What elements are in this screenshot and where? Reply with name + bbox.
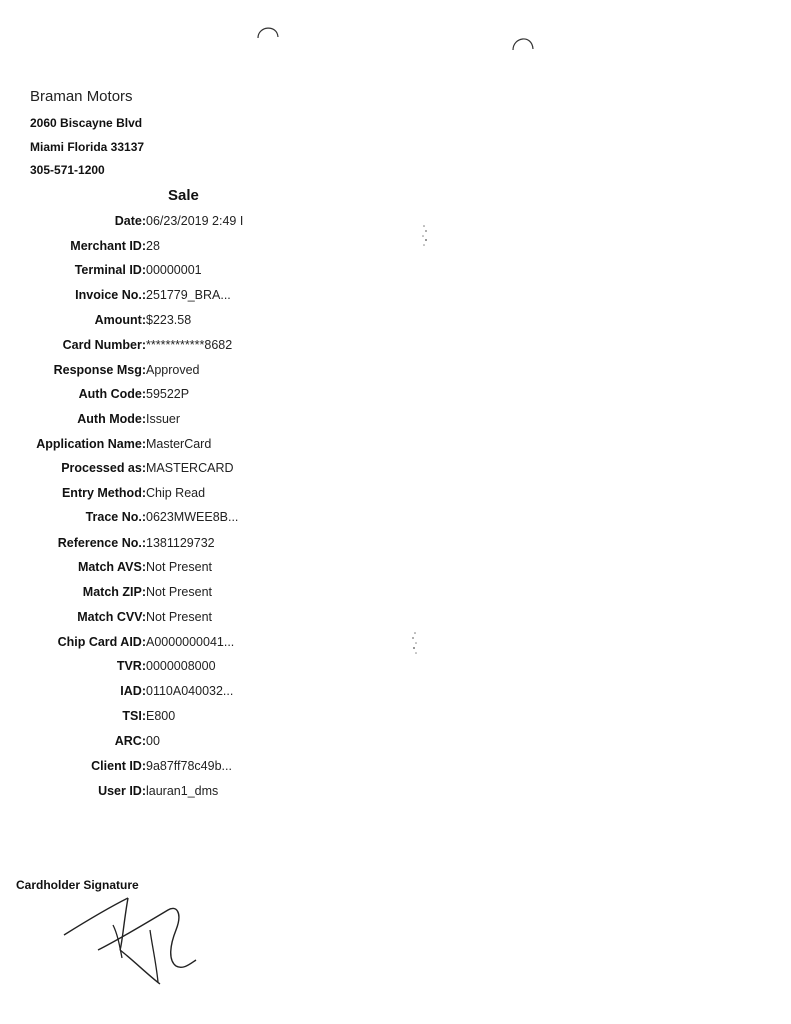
receipt-row-reference-no xyxy=(0,536,400,556)
merchant-name: Braman Motors xyxy=(30,88,133,105)
receipt-row-auth-mode xyxy=(0,412,400,432)
field-value: Chip Read xyxy=(146,486,206,500)
field-value: 1381129732 xyxy=(146,536,215,550)
field-label: Entry Method: xyxy=(61,486,146,500)
field-label: Date: xyxy=(114,214,146,228)
field-label: Match CVV: xyxy=(77,610,146,624)
field-value: Not Present xyxy=(146,585,213,599)
field-label: Merchant ID: xyxy=(70,239,146,253)
field-label: Chip Card AID: xyxy=(57,635,146,649)
field-label: TSI: xyxy=(122,709,146,723)
receipt-row-user-id xyxy=(0,784,400,804)
receipt-row-response-msg xyxy=(0,363,400,383)
field-label: Processed as: xyxy=(61,461,146,475)
field-label: Reference No.: xyxy=(57,536,146,550)
field-value: 251779_BRA... xyxy=(146,288,231,302)
receipt-row-invoice-no xyxy=(0,288,400,308)
field-label: Card Number: xyxy=(62,338,146,352)
field-value: Not Present xyxy=(146,610,213,624)
field-value: 06/23/2019 2:49 I xyxy=(146,214,244,228)
field-value: 00000001 xyxy=(146,263,202,277)
field-label: Auth Code: xyxy=(78,387,146,401)
field-value: 28 xyxy=(146,239,160,253)
merchant-city: Miami Florida 33137 xyxy=(30,140,145,154)
field-value: 59522P xyxy=(146,387,190,401)
receipt-row-client-id xyxy=(0,759,400,779)
field-value: 00 xyxy=(146,734,160,748)
field-label: Auth Mode: xyxy=(77,412,146,426)
field-value: 0110A040032... xyxy=(146,684,234,698)
scan-speckle-upper xyxy=(420,222,430,250)
field-label: User ID: xyxy=(98,784,146,798)
field-label: Amount: xyxy=(94,313,146,327)
field-value: Issuer xyxy=(146,412,181,426)
scan-speckle-lower xyxy=(410,630,420,658)
transaction-type-title: Sale xyxy=(168,187,199,204)
receipt-row-match-zip xyxy=(0,585,400,605)
field-label: Match ZIP: xyxy=(82,585,146,599)
field-label: Invoice No.: xyxy=(75,288,146,302)
cardholder-signature xyxy=(58,890,203,990)
receipt-row-match-cvv xyxy=(0,610,400,630)
receipt-row-trace-no xyxy=(0,510,400,530)
field-value: ************8682 xyxy=(146,338,233,352)
field-label: Client ID: xyxy=(91,759,146,773)
field-label: ARC: xyxy=(114,734,146,748)
receipt-row-tvr xyxy=(0,659,400,679)
receipt-row-match-avs xyxy=(0,560,400,580)
merchant-phone: 305-571-1200 xyxy=(30,163,105,177)
field-value: Approved xyxy=(146,363,200,377)
receipt-row-card-number xyxy=(0,338,400,358)
receipt-row-tsi xyxy=(0,709,400,729)
field-value: MasterCard xyxy=(146,437,212,451)
field-label: Trace No.: xyxy=(85,510,146,524)
field-value: 9a87ff78c49b... xyxy=(146,759,232,773)
receipt-row-application-name xyxy=(0,437,400,457)
receipt-row-auth-code xyxy=(0,387,400,407)
field-value: Not Present xyxy=(146,560,213,574)
field-value: 0623MWEE8B... xyxy=(146,510,239,524)
receipt-row-date xyxy=(0,214,400,234)
receipt-row-terminal-id xyxy=(0,263,400,283)
merchant-address: 2060 Biscayne Blvd xyxy=(30,116,143,130)
receipt-row-amount xyxy=(0,313,400,333)
field-value: E800 xyxy=(146,709,176,723)
receipt-row-merchant-id xyxy=(0,239,400,259)
field-value: 0000008000 xyxy=(146,659,216,673)
field-value: lauran1_dms xyxy=(146,784,219,798)
punch-hole-mark-left xyxy=(255,20,281,42)
receipt-row-entry-method xyxy=(0,486,400,506)
field-value: MASTERCARD xyxy=(146,461,234,475)
receipt-row-arc xyxy=(0,734,400,754)
field-label: TVR: xyxy=(116,659,146,673)
field-value: A0000000041... xyxy=(146,635,235,649)
punch-hole-mark-right xyxy=(510,30,536,52)
receipt-row-processed-as xyxy=(0,461,400,481)
field-label: IAD: xyxy=(120,684,146,698)
field-label: Application Name: xyxy=(36,437,146,451)
receipt-row-iad xyxy=(0,684,400,704)
field-value: $223.58 xyxy=(146,313,192,327)
field-label: Terminal ID: xyxy=(74,263,146,277)
field-label: Match AVS: xyxy=(77,560,146,574)
field-label: Response Msg: xyxy=(53,363,146,377)
receipt-row-chip-card-aid xyxy=(0,635,400,655)
signature-label: Cardholder Signature xyxy=(16,878,139,892)
